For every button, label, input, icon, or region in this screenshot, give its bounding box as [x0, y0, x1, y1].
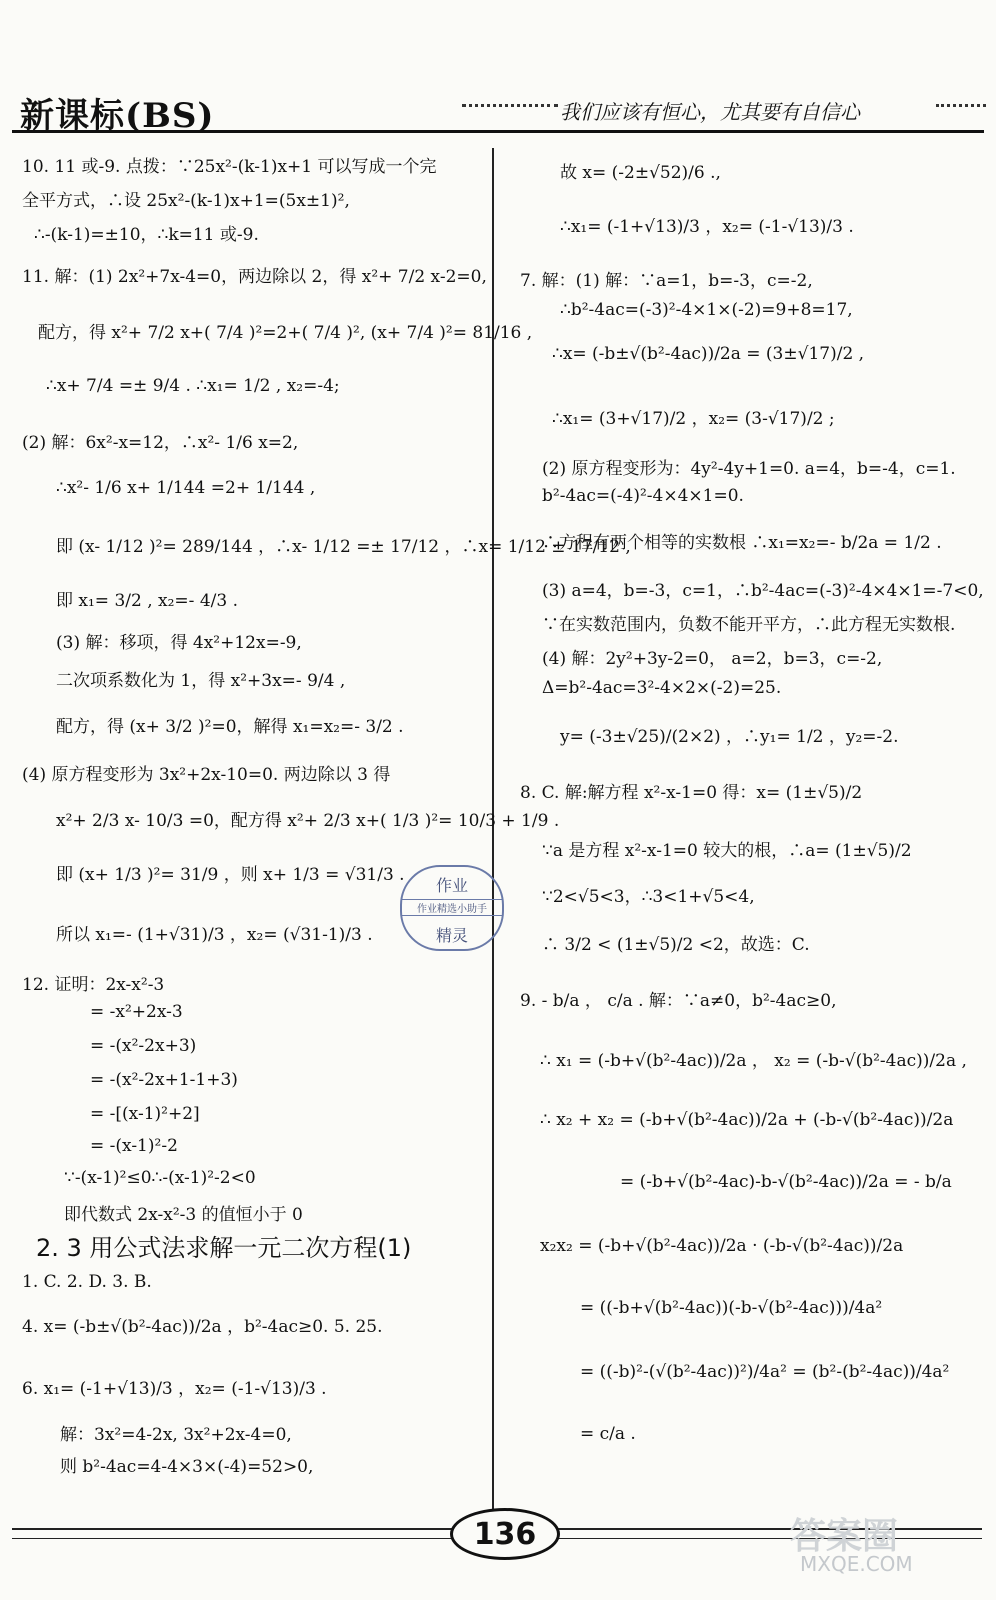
left-line-2: 全平方式，∴设 25x²-(k-1)x+1=(5x±1)²,: [22, 191, 350, 211]
right-line-19: 9. - b/a ， c/a . 解：∵a≠0，b²-4ac≥0,: [520, 991, 837, 1011]
stamp-top-text: 作业: [435, 876, 468, 895]
right-line-25: = ((-b)²-(√(b²-4ac))²)/4a² = (b²-(b²-4ac))/4a²: [580, 1362, 950, 1382]
right-line-22: = (-b+√(b²-4ac)-b-√(b²-4ac))/2a = - b/a: [620, 1172, 952, 1192]
header-divider-dots: [462, 104, 558, 107]
left-line-1: 10. 11 或-9. 点拨：∵25x²-(k-1)x+1 可以写成一个完: [22, 157, 437, 177]
left-line-6: ∴x+ 7/4 =± 9/4 . ∴x₁= 1/2 , x₂=-4;: [46, 376, 340, 396]
section-title: 2. 3 用公式法求解一元二次方程(1): [36, 1234, 412, 1262]
left-line-19: = -x²+2x-3: [90, 1002, 183, 1022]
right-line-2: ∴x₁= (-1+√13)/3 ，x₂= (-1-√13)/3 .: [560, 217, 854, 237]
right-line-14: y= (-3±√25)/(2×2) ，∴y₁= 1/2 ，y₂=-2.: [560, 727, 899, 747]
watermark-site: MXQE.COM: [800, 1552, 913, 1576]
header-slogan: 我们应该有恒心，尤其要有自信心: [560, 100, 860, 124]
footer-rule-left-thin: [12, 1538, 454, 1539]
left-line-8: ∴x²- 1/6 x+ 1/144 =2+ 1/144 ,: [56, 478, 316, 498]
left-line-5: 配方，得 x²+ 7/2 x+( 7/4 )²=2+( 7/4 )², (x+ 7/4 )²= 81/16 ,: [38, 323, 533, 343]
left-line-25: 即代数式 2x-x²-3 的值恒小于 0: [64, 1205, 303, 1225]
right-line-17: ∵2<√5<3，∴3<1+√5<4,: [542, 887, 755, 907]
right-line-4: ∴b²-4ac=(-3)²-4×1×(-2)=9+8=17,: [560, 300, 853, 320]
left-line-13: 配方，得 (x+ 3/2 )²=0，解得 x₁=x₂=- 3/2 .: [56, 717, 404, 737]
right-line-18: ∴ 3/2 < (1±√5)/2 <2，故选：C.: [542, 935, 810, 955]
left-line-22: = -[(x-1)²+2]: [90, 1104, 200, 1124]
stamp-bottom-text: 精灵: [435, 926, 468, 945]
left-line-10: 即 x₁= 3/2 , x₂=- 4/3 .: [56, 591, 238, 611]
left-line-15: x²+ 2/3 x- 10/3 =0，配方得 x²+ 2/3 x+( 1/3 )²= 10/3 + 1/9 .: [56, 811, 560, 831]
footer-rule-right-thin: [552, 1538, 982, 1539]
header-title: 新课标(BS): [20, 96, 215, 136]
right-line-10: (3) a=4，b=-3，c=1，∴b²-4ac=(-3)²-4×4×1=-7<0,: [542, 581, 984, 601]
stamp-middle-text: 作业精选小助手: [402, 899, 502, 916]
right-line-16: ∵a 是方程 x²-x-1=0 较大的根，∴a= (1±√5)/2: [542, 841, 912, 861]
right-line-8: b²-4ac=(-4)²-4×4×1=0.: [542, 486, 744, 506]
watermark-logo: 答案圈: [790, 1516, 899, 1557]
left-line-11: (3) 解：移项，得 4x²+12x=-9,: [56, 633, 302, 653]
left-line-4: 11. 解：(1) 2x²+7x-4=0，两边除以 2，得 x²+ 7/2 x-2=0,: [22, 267, 487, 287]
left-line-23: = -(x-1)²-2: [90, 1136, 178, 1156]
left-line-24: ∵-(x-1)²≤0∴-(x-1)²-2<0: [64, 1168, 256, 1188]
right-line-11: ∵在实数范围内，负数不能开平方，∴此方程无实数根.: [542, 615, 956, 635]
left-line-9: 即 (x- 1/12 )²= 289/144 ，∴x- 1/12 =± 17/12 ，∴x= 1/12 ± 17/12 ,: [56, 537, 631, 557]
right-line-24: = ((-b+√(b²-4ac))(-b-√(b²-4ac)))/4a²: [580, 1298, 883, 1318]
right-line-20: ∴ x₁ = (-b+√(b²-4ac))/2a ， x₂ = (-b-√(b²-4ac))/2a ,: [540, 1051, 967, 1071]
left-line-7: (2) 解：6x²-x=12，∴x²- 1/6 x=2,: [22, 433, 299, 453]
left-line-14: (4) 原方程变形为 3x²+2x-10=0. 两边除以 3 得: [22, 765, 391, 785]
right-line-15: 8. C. 解:解方程 x²-x-1=0 得：x= (1±√5)/2: [520, 783, 863, 803]
page-number: 136: [450, 1508, 560, 1560]
left2-line-2: 4. x= (-b±√(b²-4ac))/2a ，b²-4ac≥0. 5. 25.: [22, 1317, 383, 1337]
left-line-18: 12. 证明：2x-x²-3: [22, 975, 165, 995]
right-line-9: ∴方程有两个相等的实数根 ∴x₁=x₂=- b/2a = 1/2 .: [542, 533, 942, 553]
right-line-5: ∴x= (-b±√(b²-4ac))/2a = (3±√17)/2 ,: [552, 344, 865, 364]
left-line-21: = -(x²-2x+1-1+3): [90, 1070, 238, 1090]
right-line-23: x₂x₂ = (-b+√(b²-4ac))/2a · (-b-√(b²-4ac))/2a: [540, 1236, 904, 1256]
header-rule: [12, 130, 984, 133]
left-line-20: = -(x²-2x+3): [90, 1036, 197, 1056]
right-line-3: 7. 解：(1) 解：∵a=1，b=-3，c=-2,: [520, 271, 813, 291]
footer-rule-right: [552, 1528, 982, 1530]
left-line-17: 所以 x₁=- (1+√31)/3 ，x₂= (√31-1)/3 .: [56, 925, 373, 945]
stamp-seal: [400, 865, 504, 951]
footer-rule-left: [12, 1528, 454, 1530]
left2-line-1: 1. C. 2. D. 3. B.: [22, 1272, 152, 1292]
right-line-6: ∴x₁= (3+√17)/2 ，x₂= (3-√17)/2 ;: [552, 409, 835, 429]
right-line-26: = c/a .: [580, 1424, 636, 1444]
right-line-12: (4) 解：2y²+3y-2=0， a=2，b=3，c=-2,: [542, 649, 883, 669]
right-line-1: 故 x= (-2±√52)/6 .,: [560, 163, 721, 183]
left2-line-3: 6. x₁= (-1+√13)/3 ，x₂= (-1-√13)/3 .: [22, 1379, 327, 1399]
right-line-7: (2) 原方程变形为：4y²-4y+1=0. a=4，b=-4，c=1.: [542, 459, 956, 479]
left-line-12: 二次项系数化为 1，得 x²+3x=- 9/4 ,: [56, 671, 346, 691]
left2-line-4: 解：3x²=4-2x, 3x²+2x-4=0,: [60, 1425, 292, 1445]
left-line-16: 即 (x+ 1/3 )²= 31/9 ，则 x+ 1/3 = √31/3 .: [56, 865, 405, 885]
left-line-3: ∴-(k-1)=±10，∴k=11 或-9.: [34, 225, 259, 245]
right-line-21: ∴ x₂ + x₂ = (-b+√(b²-4ac))/2a + (-b-√(b²-4ac))/2a: [540, 1110, 954, 1130]
right-line-13: Δ=b²-4ac=3²-4×2×(-2)=25.: [542, 678, 782, 698]
left2-line-5: 则 b²-4ac=4-4×3×(-4)=52>0,: [60, 1457, 314, 1477]
header-divider-dots-end: [936, 104, 986, 107]
